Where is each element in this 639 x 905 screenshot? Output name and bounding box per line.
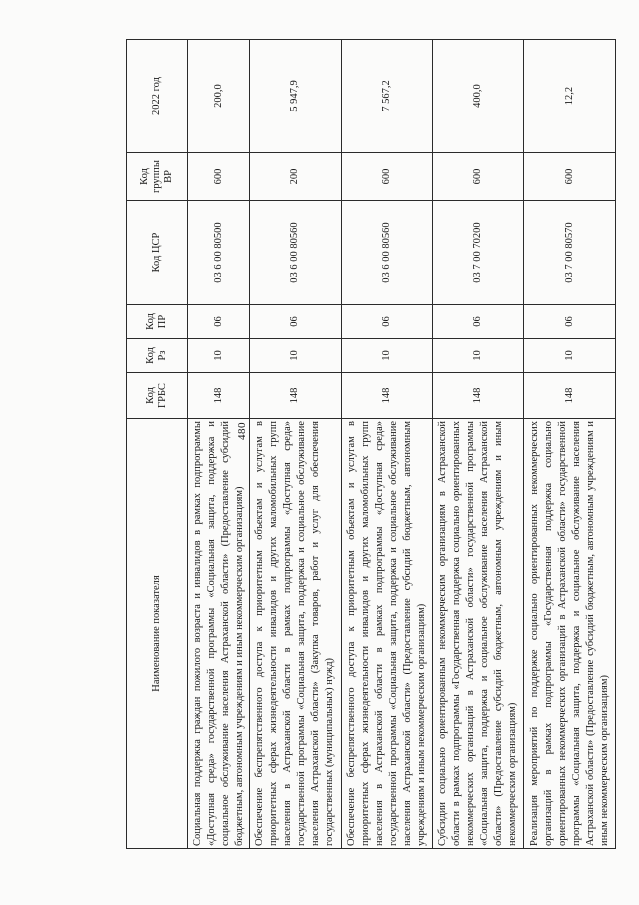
row-csr: 03 7 00 80570 xyxy=(524,201,616,305)
table-row xyxy=(250,40,341,849)
row-grbs: 148 xyxy=(524,373,616,419)
row-pr: 06 xyxy=(341,305,432,339)
row-grbs: 148 xyxy=(341,373,432,419)
row-2022: 5 947,9 xyxy=(250,40,341,153)
row-pr: 06 xyxy=(250,305,341,339)
row-vr: 200 xyxy=(250,153,341,201)
row-rz: 10 xyxy=(524,339,616,373)
budget-table-container xyxy=(126,40,616,849)
row-rz: 10 xyxy=(433,339,524,373)
row-grbs: 148 xyxy=(433,373,524,419)
row-name: Обеспечение беспрепятственного доступа к приоритетным объектам и услугам в приоритетных сферах жизнедеятельности инвалидов и других маломобильных групп населения в Астраханской области в рамках подпрограммы «Доступная среда» государственной программы «Социальная защита, поддержка и социальное обслуживание населения Астраханской области» (Закупка товаров, работ и услуг для обеспечения государственных (муниципальных) нужд) xyxy=(250,419,341,849)
row-vr: 600 xyxy=(433,153,524,201)
table-row xyxy=(433,40,524,849)
row-csr: 03 7 00 70200 xyxy=(433,201,524,305)
header-name: Наименование показателя xyxy=(127,419,188,849)
header-2022: 2022 год xyxy=(127,40,188,153)
row-vr: 600 xyxy=(341,153,432,201)
table-row xyxy=(341,40,432,849)
row-rz: 10 xyxy=(341,339,432,373)
row-csr: 03 6 00 80560 xyxy=(250,201,341,305)
header-vr: Код группы ВР xyxy=(127,153,188,201)
row-csr: 03 6 00 80560 xyxy=(341,201,432,305)
budget-table xyxy=(126,39,616,849)
row-pr: 06 xyxy=(433,305,524,339)
row-vr: 600 xyxy=(188,153,250,201)
table-row xyxy=(524,40,616,849)
row-rz: 10 xyxy=(188,339,250,373)
row-vr: 600 xyxy=(524,153,616,201)
header-rz: Код Рз xyxy=(127,339,188,373)
header-pr: Код ПР xyxy=(127,305,188,339)
row-csr: 03 6 00 80500 xyxy=(188,201,250,305)
row-name: Субсидии социально ориентированным некоммерческим организациям в Астраханской области в рамках подпрограммы «Государственная поддержка социально ориентированных некоммерческих организаций в Астраханской области» государственной программы «Социальная защита, поддержка и социальное обслуживание населения Астраханской области» (Предоставление субсидий бюджетным, автономным учреждениям и иным некоммерческим организациям) xyxy=(433,419,524,849)
row-grbs: 148 xyxy=(188,373,250,419)
row-2022: 400,0 xyxy=(433,40,524,153)
row-rz: 10 xyxy=(250,339,341,373)
page-number: 480 xyxy=(236,422,248,440)
row-grbs: 148 xyxy=(250,373,341,419)
table-row xyxy=(188,40,250,849)
row-name: Социальная поддержка граждан пожилого возраста и инвалидов в рамках подпрограммы «Доступная среда» государственной программы «Социальная защита, поддержка и социальное обслуживание населения Астраханской области» (Предоставление субсидий бюджетным, автономным учреждениям и иным некоммерческим организациям) xyxy=(188,419,250,849)
table-header-row xyxy=(127,40,188,849)
header-csr: Код ЦСР xyxy=(127,201,188,305)
row-2022: 7 567,2 xyxy=(341,40,432,153)
row-name: Реализация мероприятий по поддержке социально ориентированных некоммерческих организаций в рамках подпрограммы «Государственная поддержка социально ориентированных некоммерческих организаций в Астраханской области» государственной программы «Социальная защита, поддержка и социальное обслуживание населения Астраханской области» (Предоставление субсидий бюджетным, автономным учреждениям и иным некоммерческим организациям) xyxy=(524,419,616,849)
row-2022: 200,0 xyxy=(188,40,250,153)
row-name: Обеспечение беспрепятственного доступа к приоритетным объектам и услугам в приоритетных сферах жизнедеятельности инвалидов и других маломобильных групп населения в Астраханской области в рамках подпрограммы «Доступная среда» государственной программы «Социальная защита, поддержка и социальное обслуживание населения Астраханской области» (Предоставление субсидий бюджетным, автономным учреждениям и иным некоммерческим организациям) xyxy=(341,419,432,849)
row-pr: 06 xyxy=(188,305,250,339)
row-2022: 12,2 xyxy=(524,40,616,153)
header-grbs: Код ГРБС xyxy=(127,373,188,419)
row-pr: 06 xyxy=(524,305,616,339)
